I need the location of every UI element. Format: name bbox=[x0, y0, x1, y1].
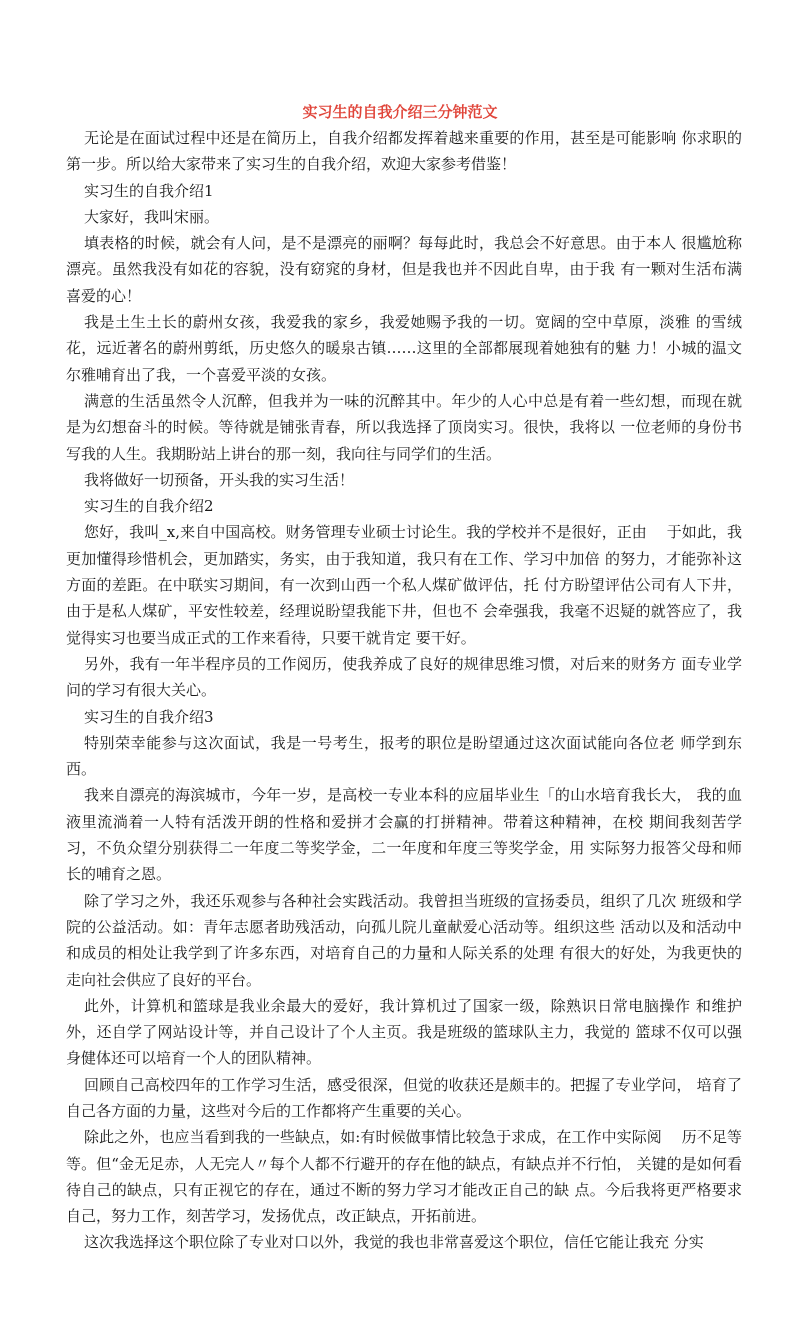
section-heading-2: 实习生的自我介绍2 bbox=[84, 497, 214, 516]
paragraph: 另外，我有一年半程序员的工作阅历，使我养成了良好的规律思维习惯，对后来的财务方 面专业学问的学习有很大关心。 bbox=[66, 654, 742, 700]
paragraph: 特别荣幸能参与这次面试，我是一号考生，报考的职位是盼望通过这次面试能向各位老 师学到东西。 bbox=[66, 733, 742, 779]
paragraph: 我来自漂亮的海滨城市，今年一岁，是高校一专业本科的应届毕业生「的山水培育我长大， 我的血液里流淌着一人特有活泼开朗的性格和爱拼才会赢的打拼精神。带着这种精神，在校 期间我刻苦学习，不负众望分别获得二一年度二等奖学金，二一年度和年度三等奖学金，用 实际努力报答父母和师长的哺育之恩。 bbox=[66, 786, 742, 884]
document-body bbox=[66, 125, 742, 1256]
paragraph: 这次我选择这个职位除了专业对口以外，我觉的我也非常喜爱这个职位，信任它能让我充 分实 bbox=[84, 1233, 704, 1252]
paragraph: 我将做好一切预备，开头我的实习生活！ bbox=[84, 470, 355, 489]
section-heading-3: 实习生的自我介绍3 bbox=[84, 707, 214, 726]
paragraph: 我是土生土长的蔚州女孩，我爱我的家乡，我爱她赐予我的一切。宽阔的空中草原，淡雅 的雪绒花，远近著名的蔚州剪纸，历史悠久的暖泉古镇……这里的全部都展现着她独有的魅 力！小城的温文尔雅哺育出了我，一个喜爱平淡的女孩。 bbox=[66, 313, 742, 384]
paragraph: 此外，计算机和篮球是我业余最大的爱好，我计算机过了国家一级，除熟识日常电脑操作 和维护外，还自学了网站设计等，并自己设计了个人主页。我是班级的篮球队主力，我觉的 篮球不仅可以强身健体还可以培育一个人的团队精神。 bbox=[66, 996, 742, 1068]
paragraph: 满意的生活虽然令人沉醉，但我并为一味的沉醉其中。年少的人心中总是有着一些幻想，而现在就是为幻想奋斗的时候。等待就是铺张青春，所以我选择了顶岗实习。很快，我将以 一位老师的身份书写我的人生。我期盼站上讲台的那一刻，我向往与同学们的生活。 bbox=[66, 391, 742, 463]
paragraph: 您好，我叫_x,来自中国高校。财务管理专业硕士讨论生。我的学校并不是很好，正由 于如此，我更加懂得珍惜机会，更加踏实，务实，由于我知道，我只有在工作、学习中加倍 的努力，才能弥补这方面的差距。在中联实习期间，有一次到山西一个私人煤矿做评估，托 付方盼望评估公司有人下井，由于是私人煤矿，平安性较差，经理说盼望我能下井，但也不 会牵强我，我毫不迟疑的就答应了，我觉得实习也要当成正式的工作来看待，只要干就肯定 要干好。 bbox=[66, 523, 742, 647]
paragraph: 填表格的时候，就会有人问，是不是漂亮的丽啊？每每此时，我总会不好意思。由于本人 很尴尬称漂亮。虽然我没有如花的容貌，没有窈窕的身材，但是我也并不因此自卑，由于我 有一颗对生活布满喜爱的心！ bbox=[66, 234, 742, 305]
paragraph-intro: 无论是在面试过程中还是在简历上，自我介绍都发挥着越来重要的作用，甚至是可能影响 你求职的第一步。所以给大家带来了实习生的自我介绍，欢迎大家参考借鉴！ bbox=[66, 129, 742, 174]
paragraph: 除了学习之外，我还乐观参与各种社会实践活动。我曾担当班级的宣扬委员，组织了几次 班级和学院的公益活动。如：青年志愿者助残活动，向孤儿院儿童献爱心活动等。组织这些 活动以及和活动中和成员的相处让我学到了许多东西，对培育自己的力量和人际关系的处理 有很大的好处，为我更快的走向社会供应了良好的平台。 bbox=[66, 891, 742, 989]
section-heading-1: 实习生的自我介绍1 bbox=[84, 181, 214, 200]
paragraph: 除此之外，也应当看到我的一些缺点，如:有时候做事情比较急于求成，在工作中实际阅 历不足等等。但“金无足赤，人无完人〃每个人都不行避开的存在他的缺点，有缺点并不行怕， 关键的是如何看待自己的缺点，只有正视它的存在，通过不断的努力学习才能改正自己的缺 点。今后我将更严格要求自己，努力工作，刻苦学习，发扬优点，改正缺点，开拓前进。 bbox=[66, 1128, 742, 1226]
paragraph: 大家好，我叫宋丽。 bbox=[84, 207, 220, 226]
paragraph: 回顾自己高校四年的工作学习生活，感受很深，但觉的收获还是颇丰的。把握了专业学问， 培育了自己各方面的力量，这些对今后的工作都将产生重要的关心。 bbox=[66, 1075, 742, 1120]
document-title: 实习生的自我介绍三分钟范文 bbox=[302, 103, 498, 121]
